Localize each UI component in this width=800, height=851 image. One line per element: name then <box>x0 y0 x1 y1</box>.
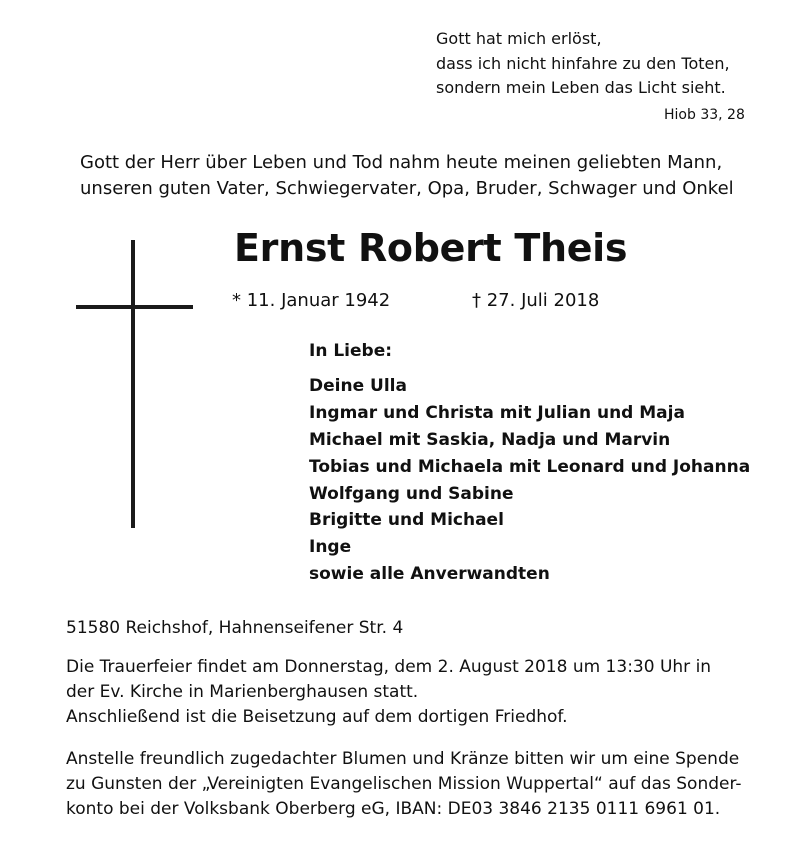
mourner-entry: sowie alle Anverwandten <box>309 564 550 585</box>
deceased-name: Ernst Robert Theis <box>234 226 628 270</box>
mourner-entry: Michael mit Saskia, Nadja und Marvin <box>309 429 671 450</box>
donation-line: konto bei der Volksbank Oberberg eG, IBAN: DE03 3846 2135 0111 6961 01. <box>66 799 721 819</box>
intro-text <box>80 150 734 202</box>
funeral-line: Anschließend ist die Beisetzung auf dem dortigen Friedhof. <box>66 707 568 727</box>
mourners-list <box>309 373 750 588</box>
donation-line: zu Gunsten der „Vereinigten Evangelischen Mission Wuppertal“ auf das Sonder- <box>66 774 742 794</box>
funeral-line: Die Trauerfeier findet am Donnerstag, dem 2. August 2018 um 13:30 Uhr in <box>66 657 712 677</box>
mourner-entry: Deine Ulla <box>309 376 407 396</box>
intro-line: Gott der Herr über Leben und Tod nahm heute meinen geliebten Mann, <box>80 152 723 173</box>
quote-line: sondern mein Leben das Licht sieht. <box>436 78 726 97</box>
bible-quote <box>436 27 730 101</box>
donation-line: Anstelle freundlich zugedachter Blumen und Kränze bitten wir um eine Spende <box>66 749 740 769</box>
donation-info <box>66 747 742 822</box>
quote-reference: Hiob 33, 28 <box>664 107 745 123</box>
funeral-info <box>66 655 711 730</box>
address: 51580 Reichshof, Hahnenseifener Str. 4 <box>66 618 404 638</box>
mourner-entry: Inge <box>309 537 352 558</box>
death-date: † 27. Juli 2018 <box>472 290 600 311</box>
mourner-entry: Wolfgang und Sabine <box>309 483 514 504</box>
cross-icon <box>131 240 135 528</box>
mourner-entry: Ingmar und Christa mit Julian und Maja <box>309 402 685 423</box>
birth-date: * 11. Januar 1942 <box>232 290 391 311</box>
quote-line: Gott hat mich erlöst, <box>436 29 602 48</box>
quote-line: dass ich nicht hinfahre zu den Toten, <box>436 53 730 73</box>
funeral-line: der Ev. Kirche in Marienberghausen statt. <box>66 682 419 702</box>
mourner-entry: Brigitte und Michael <box>309 510 504 531</box>
mourner-entry: Tobias und Michaela mit Leonard und Johanna <box>309 456 751 477</box>
mourners-heading: In Liebe: <box>309 341 393 361</box>
intro-line: unseren guten Vater, Schwiegervater, Opa, Bruder, Schwager und Onkel <box>80 178 734 199</box>
cross-icon-bar <box>76 305 193 309</box>
